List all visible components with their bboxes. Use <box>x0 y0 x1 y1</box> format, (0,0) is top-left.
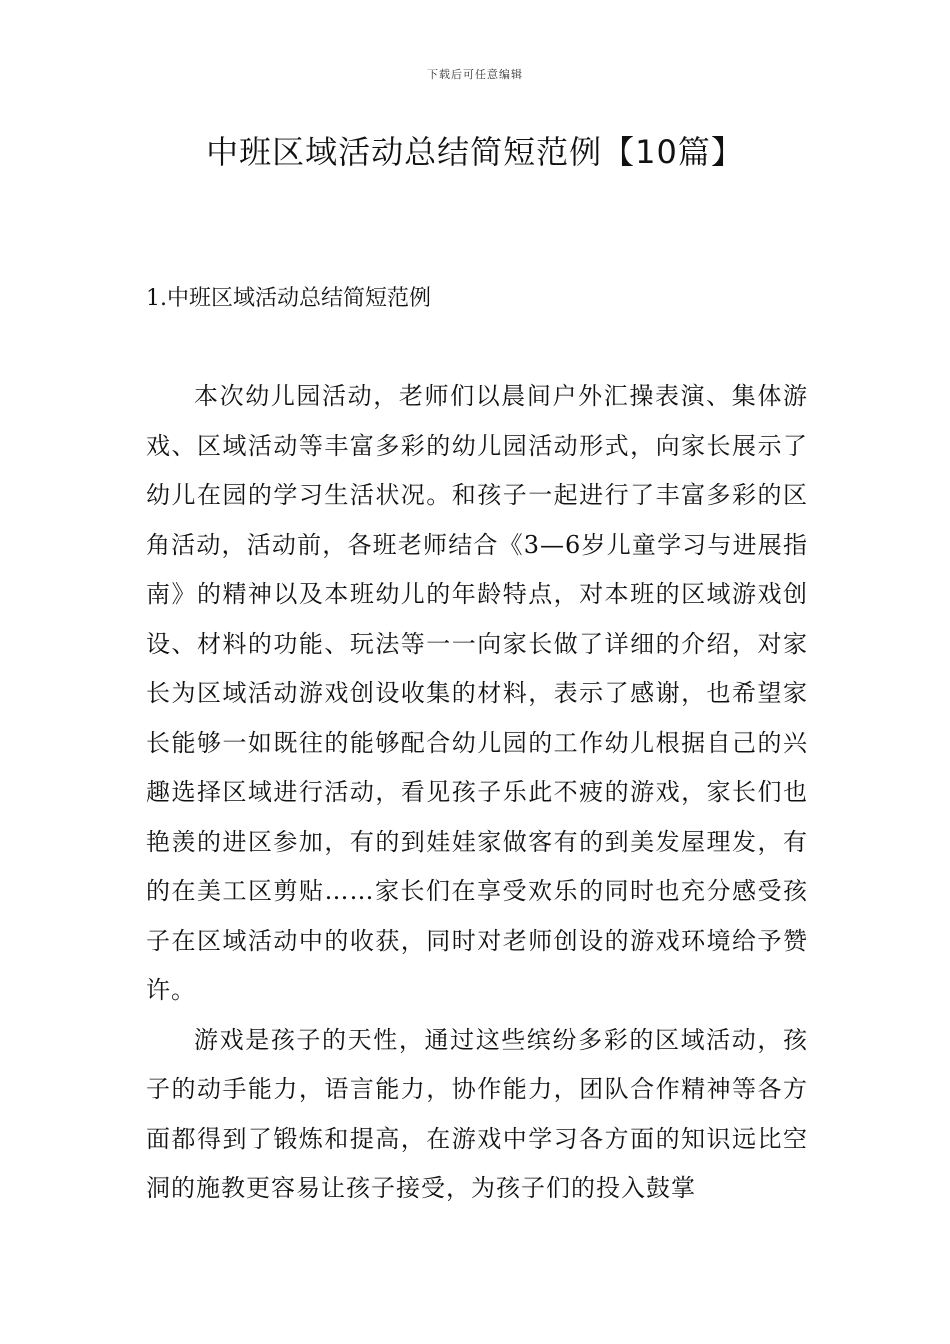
document-title: 中班区域活动总结简短范例【10篇】 <box>206 133 744 171</box>
paragraph-1: 本次幼儿园活动，老师们以晨间户外汇操表演、集体游戏、区域活动等丰富多彩的幼儿园活动形式，向家长展示了幼儿在园的学习生活状况。和孩子一起进行了丰富多彩的区角活动，活动前，各班老师结合《3—6岁儿童学习与进展指南》的精神以及本班幼儿的年龄特点，对本班的区域游戏创设、材料的功能、玩法等一一向家长做了详细的介绍，对家长为区域活动游戏创设收集的材料，表示了感谢，也希望家长能够一如既往的能够配合幼儿园的工作幼儿根据自己的兴趣选择区域进行活动，看见孩子乐此不疲的游戏，家长们也艳羡的进区参加，有的到娃娃家做客有的到美发屋理发，有的在美工区剪贴……家长们在享受欢乐的同时也充分感受孩子在区域活动中的收获，同时对老师创设的游戏环境给予赞许。 <box>146 382 808 1004</box>
body-text <box>146 372 808 1214</box>
header-note: 下载后可任意编辑 <box>427 68 523 81</box>
paragraph-2: 游戏是孩子的天性，通过这些缤纷多彩的区域活动，孩子的动手能力，语言能力，协作能力，团队合作精神等各方面都得到了锻炼和提高，在游戏中学习各方面的知识远比空洞的施教更容易让孩子接受，为孩子们的投入鼓掌 <box>146 1025 808 1202</box>
section-heading: 1.中班区域活动总结简短范例 <box>146 286 431 311</box>
